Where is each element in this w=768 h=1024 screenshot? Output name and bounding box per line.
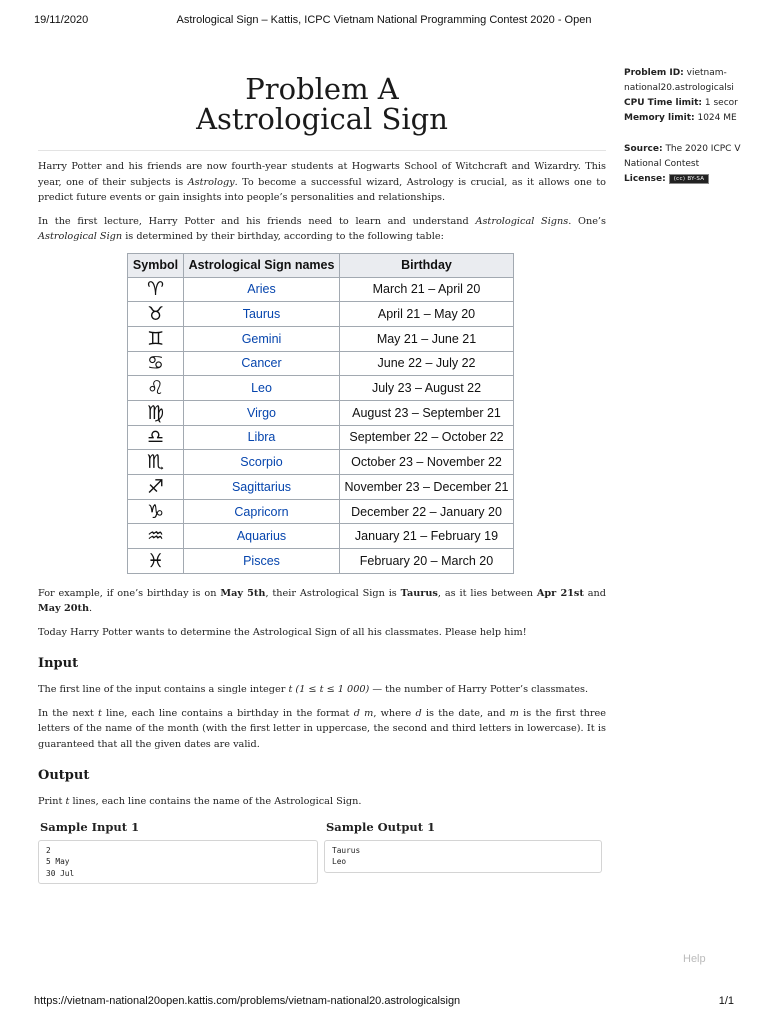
print-url: https://vietnam-national20open.kattis.com/problems/vietnam-national20.astrologicalsign [34,995,461,1007]
problem-letter: Problem A [245,72,399,106]
scorpio-symbol-icon: ♏ [128,450,184,475]
sign-link-aries[interactable]: Aries [184,277,340,302]
taurus-symbol-icon: ♉ [128,302,184,327]
birthday-range: February 20 – March 20 [340,549,514,574]
sample-input [38,820,318,885]
table-row [128,400,514,425]
sign-link-pisces[interactable]: Pisces [184,549,340,574]
cc-license-icon[interactable]: (cc) BY-SA [669,174,710,184]
source: Source: The 2020 ICPC V [624,144,741,154]
input-paragraph-2: In the next t line, each line contains a birthday in the format d m, where d is the date, and m is the first three letters of the name of the month (with the first letter in uppercase, the second and third letters in lowercase). It is guaranteed that all the given dates are valid. [38,707,606,750]
header-birthday: Birthday [340,253,514,277]
problem-id: Problem ID: vietnam- [624,68,727,78]
output-heading: Output [38,768,90,784]
birthday-range: July 23 – August 22 [340,376,514,401]
header-symbol: Symbol [128,253,184,277]
sign-link-cancer[interactable]: Cancer [184,351,340,376]
header-sign-names: Astrological Sign names [184,253,340,277]
aquarius-symbol-icon: ♒ [128,524,184,549]
page-number: 1/1 [718,995,734,1007]
table-row [128,524,514,549]
sign-link-leo[interactable]: Leo [184,376,340,401]
sample-input-line: 5 May [46,857,70,867]
print-footer [34,995,734,1011]
capricorn-symbol-icon: ♑ [128,499,184,524]
table-row [128,376,514,401]
birthday-range: January 21 – February 19 [340,524,514,549]
virgo-symbol-icon: ♍ [128,400,184,425]
cpu-time-limit: CPU Time limit: 1 secor [624,98,738,108]
title-divider [38,150,606,151]
sample-output-line: Leo [332,857,347,867]
birthday-range: December 22 – January 20 [340,499,514,524]
sample-input-line: 2 [46,845,51,855]
sample-input-box[interactable] [38,840,318,885]
sample-output [324,820,602,873]
pisces-symbol-icon: ♓ [128,549,184,574]
birthday-range: June 22 – July 22 [340,351,514,376]
birthday-range: August 23 – September 21 [340,400,514,425]
table-row [128,302,514,327]
statement-example: For example, if one’s birthday is on May 5th, their Astrological Sign is Taurus, as it lies between Apr 21st and May 20th. [38,587,606,615]
statement-task: Today Harry Potter wants to determine the Astrological Sign of all his classmates. Please help him! [38,626,527,638]
table-header-row [128,253,514,277]
print-doc-title: Astrological Sign – Kattis, ICPC Vietnam National Programming Contest 2020 - Open [176,14,592,26]
source-cont: National Contest [624,159,700,169]
libra-symbol-icon: ♎ [128,425,184,450]
birthday-range: September 22 – October 22 [340,425,514,450]
sample-output-label: Sample Output 1 [326,819,436,834]
problem-id-cont: national20.astrologicalsi [624,83,734,93]
problem-name: Astrological Sign [196,102,448,136]
problem-metadata-sidebar [624,66,741,187]
print-header [34,14,734,30]
sagittarius-symbol-icon: ♐ [128,475,184,500]
sign-link-virgo[interactable]: Virgo [184,400,340,425]
gemini-symbol-icon: ♊ [128,326,184,351]
sample-output-line: Taurus [332,845,361,855]
samples [38,820,606,880]
sign-link-gemini[interactable]: Gemini [184,326,340,351]
birthday-range: March 21 – April 20 [340,277,514,302]
sample-input-line: 30 Jul [46,868,75,878]
table-row [128,351,514,376]
print-date: 19/11/2020 [34,14,89,26]
problem-title [38,74,606,134]
sign-link-libra[interactable]: Libra [184,425,340,450]
sign-link-scorpio[interactable]: Scorpio [184,450,340,475]
table-row [128,326,514,351]
statement-paragraph-2: In the first lecture, Harry Potter and his friends need to learn and understand Astrological Signs. One’s Astrological Sign is determined by their birthday, according to the following table: [38,215,606,242]
astrological-sign-table [127,253,514,574]
sign-link-aquarius[interactable]: Aquarius [184,524,340,549]
problem-main [38,62,606,880]
aries-symbol-icon: ♈ [128,277,184,302]
sample-input-label: Sample Input 1 [40,819,140,834]
memory-limit: Memory limit: 1024 ME [624,113,737,123]
table-row [128,475,514,500]
help-link[interactable]: Help [683,953,706,965]
birthday-range: October 23 – November 22 [340,450,514,475]
output-paragraph: Print t lines, each line contains the name of the Astrological Sign. [38,796,362,808]
sign-link-capricorn[interactable]: Capricorn [184,499,340,524]
input-paragraph-1: The first line of the input contains a single integer t (1 ≤ t ≤ 1 000) — the number of Harry Potter’s classmates. [38,684,589,696]
table-row [128,450,514,475]
table-row [128,499,514,524]
sample-output-box[interactable] [324,840,602,873]
sign-link-taurus[interactable]: Taurus [184,302,340,327]
table-row [128,425,514,450]
cancer-symbol-icon: ♋ [128,351,184,376]
sign-link-sagittarius[interactable]: Sagittarius [184,475,340,500]
license: License: (cc) BY-SA [624,172,734,187]
birthday-range: November 23 – December 21 [340,475,514,500]
statement-paragraph-1: Harry Potter and his friends are now fourth-year students at Hogwarts School of Witchcraft and Wizardry. This year, one of their subjects is Astrology. To become a successful wizard, Astrology is crucial, as it allows one to predict future events or gain insights into people’s personalities and relationships. [38,161,606,203]
table-row [128,277,514,302]
birthday-range: April 21 – May 20 [340,302,514,327]
leo-symbol-icon: ♌ [128,376,184,401]
table-row [128,549,514,574]
input-heading: Input [38,656,79,672]
birthday-range: May 21 – June 21 [340,326,514,351]
